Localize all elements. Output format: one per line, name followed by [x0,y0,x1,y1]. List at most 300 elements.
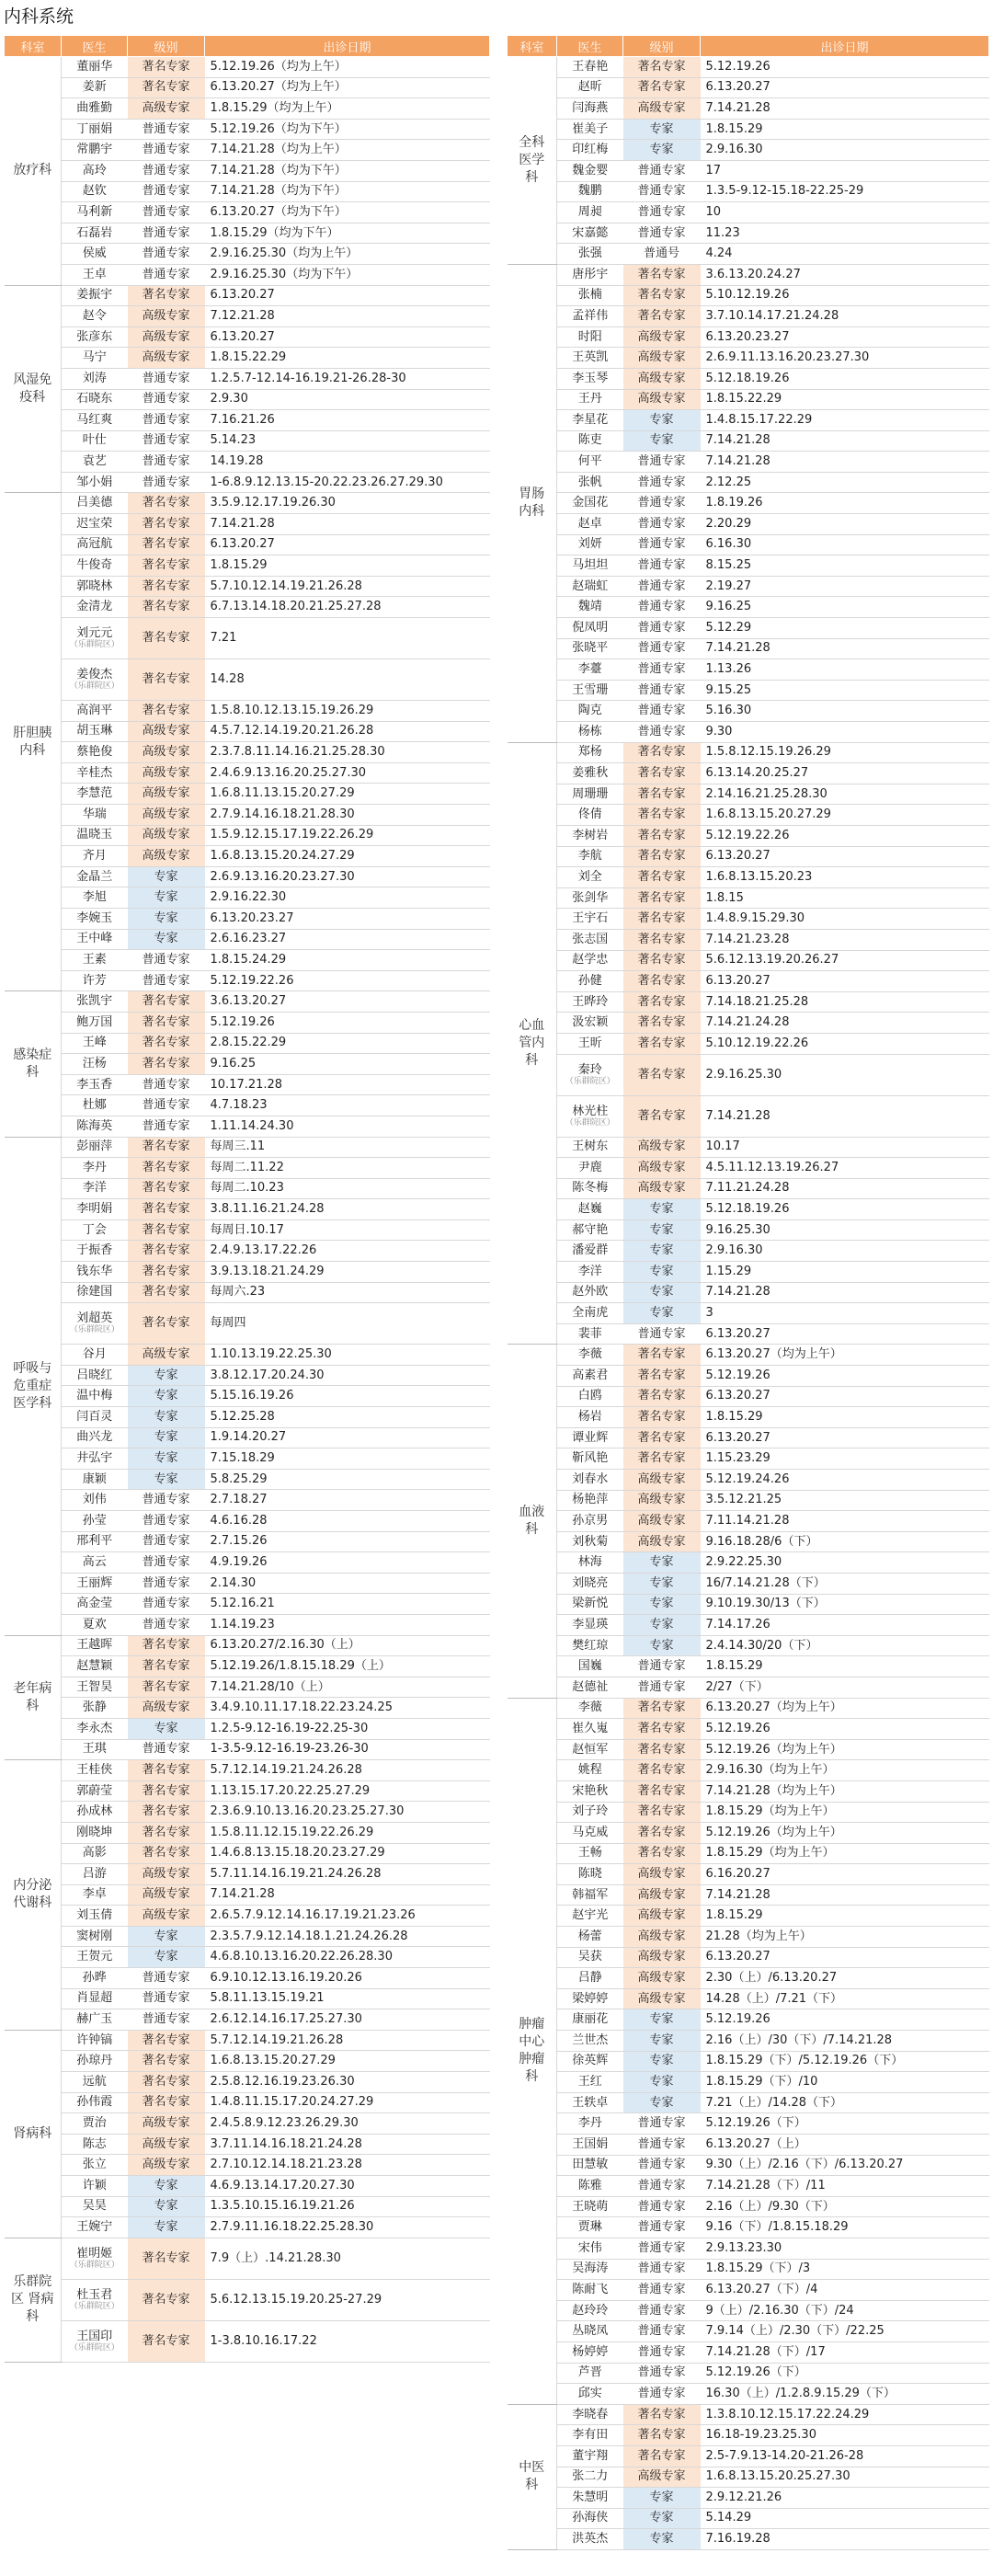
table-row [508,1013,989,1034]
doctor-name: 王婉宁 [76,2219,113,2234]
dept-name: 呼吸与危重症医学科 [5,1137,62,1635]
level-cell: 著名专家 [623,1780,701,1802]
dates-cell: 5.7.12.14.19.21.24.26.28 [205,1760,490,1781]
doctor-cell [557,1823,623,1844]
doctor-name: 邱实 [577,2386,602,2400]
doctor-cell [62,1843,128,1864]
doctor-name: 李玉琴 [572,371,609,385]
level-cell: 普通专家 [623,493,701,514]
level-cell: 高级专家 [623,1864,701,1885]
dates-cell: 6.13.20.27 [701,971,989,992]
table-row [5,1906,490,1927]
doctor-name: 康丽花 [572,2012,609,2027]
doctor-cell [62,223,128,244]
header-level: 级别 [128,36,205,57]
level-cell: 普通专家 [623,534,701,555]
dates-cell: 6.7.13.14.18.20.21.25.27.28 [205,597,490,618]
table-row [5,762,490,784]
table-row [5,2176,490,2197]
table-row [508,2155,989,2176]
doctor-cell [557,2467,623,2488]
doctor-name: 王春艳 [572,59,609,74]
level-cell: 普通专家 [623,2341,701,2363]
table-row [508,2425,989,2446]
doctor-name: 王素 [82,952,107,967]
level-cell: 专家 [623,1282,701,1303]
table-row [508,119,989,140]
table-row [508,1780,989,1802]
table-row [5,1947,490,1968]
doctor-cell [557,763,623,784]
doctor-cell [62,742,128,763]
table-row [508,181,989,202]
doctor-cell [62,1241,128,1262]
doctor-name: 孟祥伟 [572,308,609,323]
doctor-cell [62,1594,128,1615]
table-row [5,929,490,950]
table-row [508,1262,989,1283]
level-cell: 高级专家 [128,1864,205,1885]
doctor-name: 王贺元 [76,1950,113,1964]
level-cell: 著名专家 [128,991,205,1013]
table-row [5,784,490,805]
dates-cell: 9.16.25 [205,1054,490,1075]
doctor-cell [62,1822,128,1843]
level-cell: 著名专家 [128,1282,205,1303]
doctor-name: 丁会 [82,1222,107,1237]
doctor-cell [557,2425,623,2446]
table-row [508,1823,989,1844]
level-cell: 普通专家 [128,1739,205,1760]
table-row [508,805,989,826]
table-row [5,1968,490,1989]
doctor-name: 丁丽娟 [76,121,113,136]
table-row [508,1386,989,1407]
table-row [5,1552,490,1574]
table-row [5,244,490,265]
doctor-cell [62,866,128,887]
table-row [5,1656,490,1677]
doctor-cell [62,1531,128,1552]
doctor-name: 梁婷婷 [572,1991,609,2006]
level-cell: 普通专家 [128,1531,205,1552]
dates-cell: 7.14.21.28 [701,1884,989,1906]
doctor-cell [62,825,128,846]
level-cell: 高级专家 [623,368,701,389]
doctor-name: 孙健 [577,973,602,988]
level-cell: 专家 [128,1427,205,1448]
level-cell: 普通专家 [128,472,205,493]
dates-cell: 3.4.9.10.11.17.18.22.23.24.25 [205,1698,490,1719]
doctor-cell [62,576,128,597]
doctor-cell [557,638,623,659]
table-row [508,1095,989,1137]
doctor-cell [557,1137,623,1158]
level-cell: 著名专家 [623,285,701,306]
table-row [508,2488,989,2509]
table-row [508,2467,989,2488]
doctor-cell [62,555,128,577]
dates-cell: 16/7.14.21.28（下） [701,1573,989,1594]
doctor-cell [62,1947,128,1968]
dates-cell: 2.6.9.11.13.16.20.23.27.30 [701,348,989,369]
level-cell: 著名专家 [128,534,205,555]
doctor-cell [557,742,623,763]
doctor-cell [557,1656,623,1677]
doctor-cell [557,2031,623,2052]
dates-cell: 1.3.8.10.12.15.17.22.24.29 [701,2404,989,2425]
doctor-cell [557,389,623,410]
level-cell: 著名专家 [128,1780,205,1802]
table-row [508,1947,989,1968]
doctor-cell [557,285,623,306]
doctor-cell [62,2155,128,2176]
campus-note: （乐群院区） [69,681,120,692]
doctor-name: 孙琼丹 [76,2054,113,2068]
doctor-name: 刘全 [577,869,602,884]
table-row [5,908,490,929]
dates-cell: 每周四 [205,1303,490,1345]
level-cell: 高级专家 [128,1906,205,1927]
dates-cell: 2.6.12.14.16.17.25.27.30 [205,2009,490,2031]
dates-cell: 1.4.8.9.15.29.30 [701,909,989,930]
doctor-cell [62,2176,128,2197]
level-cell: 高级专家 [623,1884,701,1906]
dates-cell: 5.12.19.24.26 [701,1470,989,1491]
dates-cell: 7.16.19.28 [701,2529,989,2550]
dates-cell: 1.8.15.29 [701,1656,989,1677]
doctor-cell [62,659,128,701]
dates-cell: 7.11.14.21.28 [701,1511,989,1532]
level-cell: 普通专家 [623,722,701,743]
level-cell: 普通专家 [128,1116,205,1137]
doctor-name: 尹鹿 [577,1160,602,1174]
table-row [5,1427,490,1448]
table-row [508,971,989,992]
dates-cell: 2.9.16.30 [701,1241,989,1262]
table-row [508,2238,989,2259]
table-row [5,514,490,535]
level-cell: 著名专家 [623,846,701,867]
header-doctor: 医生 [62,36,128,57]
doctor-name: 高影 [82,1846,107,1860]
dept-name: 心血管内科 [508,742,557,1345]
dates-cell: 5.14.23 [205,430,490,452]
level-cell: 著名专家 [128,555,205,577]
doctor-name: 全南虎 [572,1306,609,1321]
level-cell: 著名专家 [128,618,205,659]
doctor-name: 张二力 [572,2469,609,2484]
dates-cell: 5.12.19.26（均为上午） [701,1823,989,1844]
dates-cell: 2.7.15.26 [205,1531,490,1552]
dates-cell: 1.5.9.12.15.17.19.22.26.29 [205,825,490,846]
schedule-table-right [507,35,989,2550]
doctor-cell [62,77,128,98]
dates-cell: 1.4.6.8.13.15.18.20.23.27.29 [205,1843,490,1864]
level-cell: 高级专家 [128,2155,205,2176]
doctor-cell [557,2092,623,2113]
level-cell: 普通专家 [623,555,701,577]
level-cell: 高级专家 [623,389,701,410]
dept-name: 内分泌代谢科 [5,1760,62,2031]
dates-cell: 5.10.12.19.22.26 [701,1033,989,1054]
dates-cell: 5.8.25.29 [205,1469,490,1490]
doctor-cell [557,1158,623,1179]
doctor-name: 李显瑛 [572,1617,609,1631]
doctor-name: 国巍 [577,1659,602,1674]
doctor-cell [62,1303,128,1345]
dates-cell: 7.14.17.26 [701,1615,989,1636]
dates-cell: 5.12.19.22.26 [205,970,490,991]
dates-cell: 9.16.25 [701,597,989,618]
doctor-name: 孙晔 [82,1970,107,1985]
level-cell: 专家 [623,2508,701,2529]
doctor-name: 刘子玲 [572,1804,609,1819]
doctor-cell [62,202,128,223]
level-cell: 著名专家 [623,1386,701,1407]
table-row [5,285,490,306]
doctor-cell [557,805,623,826]
dates-cell: 14.28 [205,659,490,701]
doctor-name: 陈冬梅 [572,1181,609,1196]
dept-name: 风湿免疫科 [5,285,62,493]
level-cell: 著名专家 [128,57,205,78]
doctor-cell [62,1262,128,1283]
dates-cell: 1.6.8.13.15.20.23 [701,867,989,888]
doctor-name: 李婉玉 [76,910,113,925]
doctor-name: 李有田 [572,2428,609,2443]
doctor-name: 陈晓 [577,1867,602,1882]
doctor-cell [557,991,623,1013]
table-row [508,306,989,327]
doctor-name: 谷月 [82,1347,107,1362]
dates-cell: 4.6.16.28 [205,1511,490,1532]
doctor-name: 杨艳萍 [572,1493,609,1507]
level-cell: 普通专家 [623,2135,701,2156]
doctor-name: 高冠航 [76,537,113,552]
level-cell: 专家 [128,1365,205,1386]
level-cell: 普通专家 [128,452,205,473]
doctor-cell [557,264,623,285]
dates-cell: 16.18-19.23.25.30 [701,2425,989,2446]
doctor-cell [62,1219,128,1241]
level-cell: 著名专家 [623,1843,701,1864]
doctor-name: 白鸥 [577,1389,602,1403]
doctor-name: 王智昊 [76,1679,113,1694]
level-cell: 普通专家 [128,1074,205,1095]
table-row [5,2092,490,2113]
level-cell: 普通专家 [623,701,701,722]
doctor-name: 王国娟 [572,2136,609,2151]
table-row [5,970,490,991]
table-row [508,1968,989,1989]
doctor-name: 汲宏颖 [572,1015,609,1030]
table-row [508,2196,989,2217]
table-row [5,1012,490,1033]
dates-cell: 1.8.15.29 [701,1906,989,1927]
doctor-cell [62,1490,128,1511]
doctor-cell [62,389,128,410]
dates-cell: 4.6.8.10.13.16.20.22.26.28.30 [205,1947,490,1968]
doctor-cell [557,2135,623,2156]
doctor-cell [557,887,623,909]
dates-cell: 7.14.21.28（均为下午） [205,160,490,181]
dates-cell: 7.14.21.28 [701,1282,989,1303]
dates-cell: 1.8.15.29 [205,555,490,577]
doctor-name: 齐月 [82,848,107,863]
dates-cell: 2.4.6.9.13.16.20.25.27.30 [205,762,490,784]
dates-cell: 5.12.19.26（均为下午） [205,119,490,140]
level-cell: 高级专家 [623,98,701,120]
doctor-cell [557,57,623,78]
doctor-name: 林光柱 [572,1104,609,1118]
level-cell: 著名专家 [128,659,205,701]
doctor-cell [557,534,623,555]
doctor-name: 王英凯 [572,350,609,365]
dates-cell: 6.13.20.27 [701,77,989,98]
level-cell: 普通专家 [623,1323,701,1345]
doctor-name: 夏欢 [82,1617,107,1631]
level-cell: 普通专家 [623,1656,701,1677]
level-cell: 著名专家 [623,929,701,950]
level-cell: 著名专家 [623,2445,701,2467]
table-row [5,1760,490,1781]
level-cell: 著名专家 [128,2238,205,2279]
doctor-name: 宋伟 [577,2240,602,2255]
table-row [5,2320,490,2362]
dates-cell: 6.13.20.27（均为上午） [701,1698,989,1719]
doctor-cell [62,98,128,120]
dates-cell: 6.13.20.27 [205,326,490,348]
level-cell: 著名专家 [128,1262,205,1283]
table-row [508,1760,989,1781]
dates-cell: 5.12.19.26（下） [701,2363,989,2384]
dates-cell: 5.12.18.19.26 [701,1199,989,1220]
doctor-name: 刘春水 [572,1471,609,1486]
dates-cell: 7.14.21.28（下）/11 [701,2176,989,2197]
doctor-cell [62,1884,128,1906]
level-cell: 著名专家 [623,763,701,784]
header-doctor: 医生 [557,36,623,57]
doctor-name: 崔久嵬 [572,1721,609,1735]
doctor-name: 赵学忠 [572,953,609,967]
dates-cell: 每周二.10.23 [205,1178,490,1199]
doctor-cell [557,2155,623,2176]
doctor-name: 鲍万国 [76,1014,113,1029]
table-row [508,1054,989,1095]
doctor-name: 赵恒军 [572,1742,609,1757]
table-row [5,887,490,909]
doctor-cell [62,1926,128,1947]
doctor-cell [62,1864,128,1885]
doctor-cell [62,597,128,618]
level-cell: 高级专家 [623,1988,701,2009]
level-cell: 高级专家 [128,2134,205,2155]
dates-cell: 1-3.8.10.16.17.22 [205,2320,490,2362]
dates-cell: 6.13.20.27（上） [701,2135,989,2156]
table-row [5,742,490,763]
table-row [5,805,490,826]
doctor-cell [62,1365,128,1386]
doctor-cell [557,555,623,577]
dates-cell: 6.13.20.27/2.16.30（上） [205,1635,490,1656]
doctor-cell [557,410,623,431]
level-cell: 著名专家 [623,1013,701,1034]
table-row [5,1531,490,1552]
level-cell: 高级专家 [128,1884,205,1906]
level-cell: 专家 [623,1615,701,1636]
dates-cell: 5.7.12.14.19.21.26.28 [205,2030,490,2051]
doctor-cell [62,1988,128,2009]
level-cell: 高级专家 [128,762,205,784]
level-cell: 高级专家 [128,721,205,742]
doctor-cell [557,98,623,120]
table-row [508,98,989,120]
doctor-name: 张志国 [572,932,609,946]
table-row [508,1864,989,1885]
level-cell: 著名专家 [623,2425,701,2446]
dates-cell: 7.14.18.21.25.28 [701,991,989,1013]
table-row [508,1178,989,1199]
dates-cell: 7.14.21.28 [205,1884,490,1906]
dates-cell: 1.8.15.29（均为上午） [205,98,490,120]
doctor-cell [557,2384,623,2405]
doctor-cell [62,410,128,431]
doctor-name: 刘超英 [76,1311,113,1326]
doctor-name: 刘妍 [577,537,602,552]
doctor-cell [62,326,128,348]
level-cell: 专家 [128,1407,205,1428]
dates-cell: 1.6.8.13.15.20.25.27.30 [701,2467,989,2488]
level-cell: 专家 [623,119,701,140]
table-row [508,2072,989,2093]
doctor-cell [557,472,623,493]
level-cell: 著名专家 [128,1802,205,1823]
doctor-name: 姚程 [577,1763,602,1778]
doctor-cell [557,368,623,389]
level-cell: 普通专家 [623,452,701,473]
doctor-cell [62,534,128,555]
doctor-name: 李明娟 [76,1202,113,1217]
table-row [5,1469,490,1490]
doctor-cell [557,514,623,535]
doctor-name: 孙成林 [76,1804,113,1819]
table-row [508,742,989,763]
level-cell: 普通专家 [128,1511,205,1532]
level-cell: 著名专家 [623,805,701,826]
doctor-cell [557,2321,623,2342]
doctor-name: 郝守艳 [572,1222,609,1237]
doctor-name: 李晓春 [572,2407,609,2421]
doctor-name: 辛桂杰 [76,765,113,780]
level-cell: 著名专家 [128,597,205,618]
doctor-name: 朱慧明 [572,2490,609,2504]
table-row [5,119,490,140]
doctor-cell [557,1864,623,1885]
level-cell: 专家 [623,1241,701,1262]
dates-cell: 5.6.12.13.15.19.20.25-27.29 [205,2279,490,2320]
level-cell: 普通专家 [128,223,205,244]
level-cell: 高级专家 [128,2113,205,2135]
dates-cell: 1.15.23.29 [701,1448,989,1470]
doctor-name: 崔明姬 [76,2246,113,2261]
table-row [508,2113,989,2135]
doctor-name: 王桂侠 [76,1762,113,1777]
doctor-name: 王晔玲 [572,994,609,1009]
doctor-name: 刘秋菊 [572,1534,609,1549]
table-row [5,1158,490,1179]
table-row [5,1365,490,1386]
